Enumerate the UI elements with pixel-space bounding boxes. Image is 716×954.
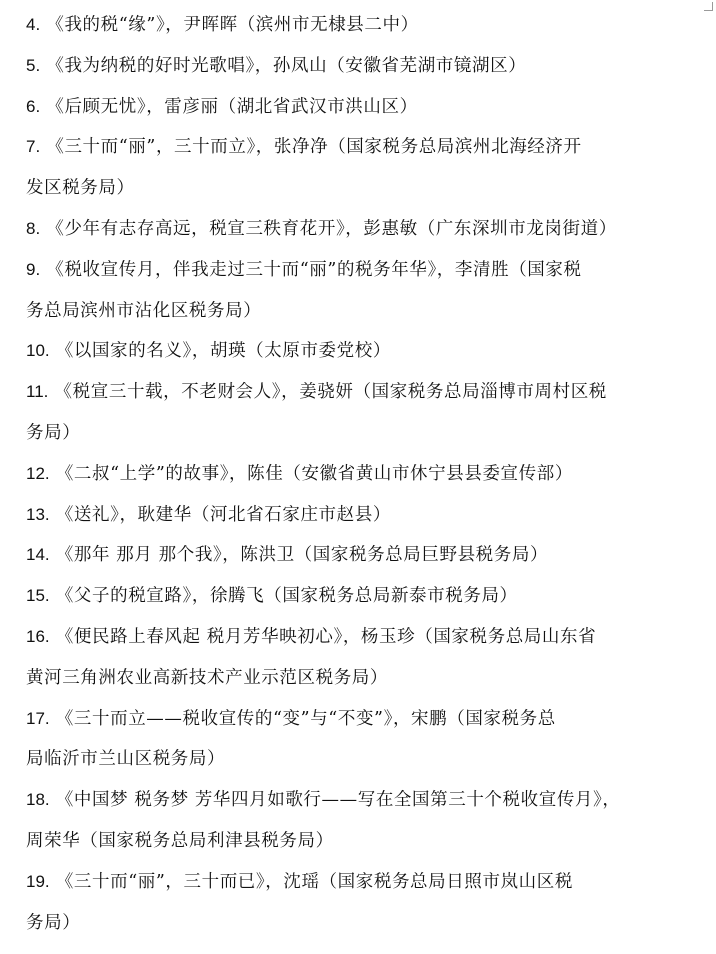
list-item — [26, 209, 694, 250]
list-item-continuation — [26, 658, 694, 699]
list-item-number: 19. — [26, 871, 50, 891]
list-item-number: 8. — [26, 218, 41, 238]
list-item-text: 《那年 那月 那个我》，陈洪卫（国家税务总局巨野县税务局） — [55, 545, 549, 566]
list-item-text: 务总局滨州市沾化区税务局） — [26, 300, 262, 321]
list-item-text: 《我为纳税的好时光歌唱》，孙凤山（安徽省芜湖市镜湖区） — [46, 55, 527, 76]
list-item-text: 《以国家的名义》，胡瑛（太原市委党校） — [55, 341, 391, 362]
list-item-text: 《送礼》，耿建华（河北省石家庄市赵县） — [55, 504, 391, 525]
page-corner-mark — [704, 2, 713, 11]
list-item — [26, 372, 694, 413]
list-item-text: 《三十而“丽”，三十而已》，沈瑶（国家税务总局日照市岚山区税 — [55, 871, 573, 892]
list-item-text: 周荣华（国家税务总局利津县税务局） — [26, 830, 334, 851]
list-item — [26, 862, 694, 903]
list-item-continuation — [26, 413, 694, 454]
list-item-text: 《税宣三十载，不老财会人》，姜骁妍（国家税务总局淄博市周村区税 — [54, 382, 607, 403]
list-item-continuation — [26, 739, 694, 780]
list-item-number: 4. — [26, 15, 41, 34]
list-item-text: 《二叔“上学”的故事》，陈佳（安徽省黄山市休宁县县委宣传部） — [55, 463, 573, 484]
list-item-text: 《后顾无忧》，雷彦丽（湖北省武汉市洪山区） — [46, 96, 418, 117]
list-item-text: 务局） — [26, 912, 81, 933]
list-item-number: 18. — [26, 790, 50, 810]
list-item — [26, 535, 694, 576]
list-item-number: 7. — [26, 137, 41, 157]
list-item-continuation — [26, 168, 694, 209]
list-item-continuation — [26, 903, 694, 944]
list-item — [26, 495, 694, 536]
list-item — [26, 46, 694, 87]
list-item-number: 12. — [26, 463, 50, 483]
list-item-text: 《少年有志存高远，税宣三秩育花开》，彭惠敏（广东深圳市龙岗街道） — [46, 218, 617, 239]
list-item-text: 《父子的税宣路》，徐腾飞（国家税务总局新泰市税务局） — [55, 586, 518, 607]
list-item-text: 务局） — [26, 422, 81, 443]
list-item — [26, 617, 694, 658]
list-item-number: 15. — [26, 586, 50, 606]
list-item-continuation — [26, 291, 694, 332]
list-item — [26, 454, 694, 495]
list-item — [26, 331, 694, 372]
list-item-text: 黄河三角洲农业高新技术产业示范区税务局） — [26, 667, 388, 688]
list-item-number: 6. — [26, 96, 41, 116]
list-item-continuation — [26, 821, 694, 862]
list-item-text: 发区税务局） — [26, 178, 135, 199]
list-item — [26, 250, 694, 291]
list-item-number: 5. — [26, 55, 41, 75]
list-item-number: 10. — [26, 341, 50, 361]
list-item-number: 9. — [26, 259, 41, 279]
list-item — [26, 576, 694, 617]
list-item-number: 11. — [26, 382, 49, 402]
list-item-text: 《三十而立——税收宣传的“变”与“不变”》，宋鹏（国家税务总 — [55, 708, 556, 729]
list-item — [26, 127, 694, 168]
list-item — [26, 87, 694, 128]
list-item-number: 13. — [26, 504, 50, 524]
list-item-text: 《中国梦 税务梦 芳华四月如歌行——写在全国第三十个税收宣传月》， — [55, 790, 621, 811]
list-item-text: 《三十而“丽”，三十而立》，张净净（国家税务总局滨州北海经济开 — [46, 137, 582, 158]
list-item-text: 《税收宣传月，伴我走过三十而“丽”的税务年华》，李清胜（国家税 — [46, 259, 582, 280]
list-item-text: 《便民路上春风起 税月芳华映初心》，杨玉珍（国家税务总局山东省 — [55, 626, 597, 647]
list-item — [26, 699, 694, 740]
list-item-text: 《我的税“缘”》，尹晖晖（滨州市无棣县二中） — [46, 15, 419, 35]
list-item — [26, 5, 694, 46]
list-item — [26, 780, 694, 821]
list-item-number: 17. — [26, 708, 50, 728]
list-item-number: 16. — [26, 626, 50, 646]
list-item-number: 14. — [26, 545, 50, 565]
list-item-text: 局临沂市兰山区税务局） — [26, 749, 226, 770]
